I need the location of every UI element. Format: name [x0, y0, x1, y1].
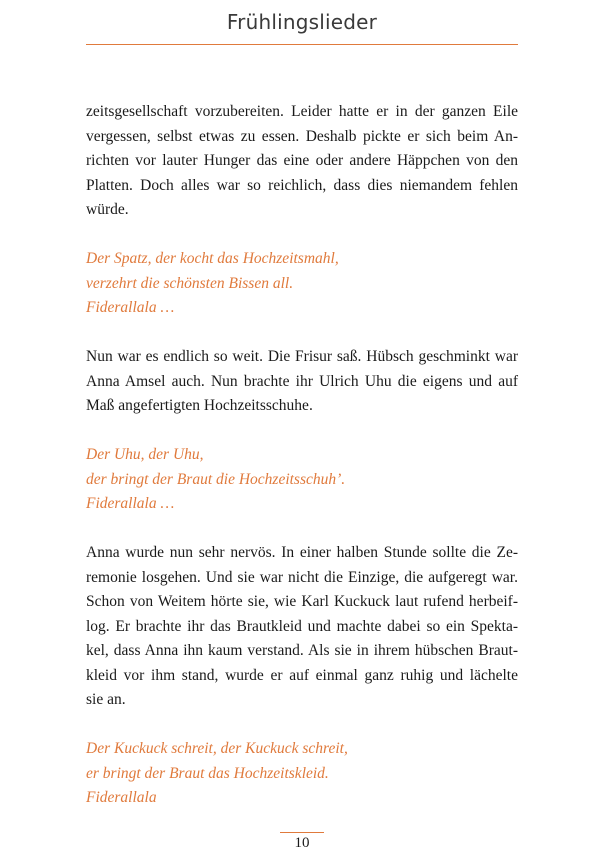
text-line: zeitsgesellschaft vorzubereiten. Leider hatte er in der ganzen Eile	[86, 103, 518, 120]
text-line: vergessen, selbst etwas zu essen. Deshalb pickte er sich beim An-	[86, 127, 518, 145]
verse-line: Der Kuckuck schreit, der Kuckuck schreit,	[86, 740, 348, 757]
paragraph-1	[86, 100, 518, 223]
verse-line: Fiderallala	[86, 789, 157, 806]
verse-line: der bringt der Braut die Hochzeitsschuh’.	[86, 470, 346, 488]
header-rule	[86, 44, 518, 45]
page-number: 10	[294, 835, 310, 851]
text-line: sie an.	[86, 691, 126, 708]
text-line: Schon von Weitem hörte sie, wie Karl Kuckuck laut rufend herbeif-	[86, 593, 518, 610]
text-line: richten vor lauter Hunger das eine oder andere Häppchen von den	[86, 152, 518, 169]
text-line: kel, dass Anna ihn kaum verstand. Als sie in ihrem hübschen Braut-	[86, 642, 518, 659]
page-body	[86, 100, 518, 811]
text-line: würde.	[86, 201, 129, 218]
verse-line: verzehrt die schönsten Bissen all.	[86, 274, 294, 292]
verse-2	[86, 443, 518, 517]
text-line: log. Er brachte ihr das Brautkleid und machte dabei so ein Spekta-	[86, 617, 518, 635]
text-line: Anna Amsel auch. Nun brachte ihr Ulrich Uhu die eigens und auf	[86, 372, 518, 390]
verse-line: Fiderallala …	[86, 495, 175, 512]
verse-line: Der Uhu, der Uhu,	[86, 446, 204, 463]
verse-1	[86, 247, 518, 321]
verse-line: Der Spatz, der kocht das Hochzeitsmahl,	[86, 250, 339, 267]
paragraph-3	[86, 541, 518, 713]
text-line: Maß angefertigten Hochzeitsschuhe.	[86, 397, 313, 414]
verse-3	[86, 737, 518, 811]
text-line: remonie losgehen. Und sie war nicht die Einzige, die aufgeregt war.	[86, 568, 518, 586]
text-line: Platten. Doch alles war so reichlich, dass dies niemandem fehlen	[86, 176, 518, 194]
footer-rule	[280, 832, 324, 833]
paragraph-2	[86, 345, 518, 419]
text-line: kleid vor ihm stand, wurde er auf einmal ganz ruhig und lächelte	[86, 666, 518, 684]
text-line: Nun war es endlich so weit. Die Frisur saß. Hübsch geschminkt war	[86, 348, 518, 365]
verse-line: er bringt der Braut das Hochzeitskleid.	[86, 764, 329, 782]
running-title: Frühlingslieder	[226, 10, 378, 34]
text-line: Anna wurde nun sehr nervös. In einer halben Stunde sollte die Ze-	[86, 544, 518, 561]
verse-line: Fiderallala …	[86, 299, 175, 316]
